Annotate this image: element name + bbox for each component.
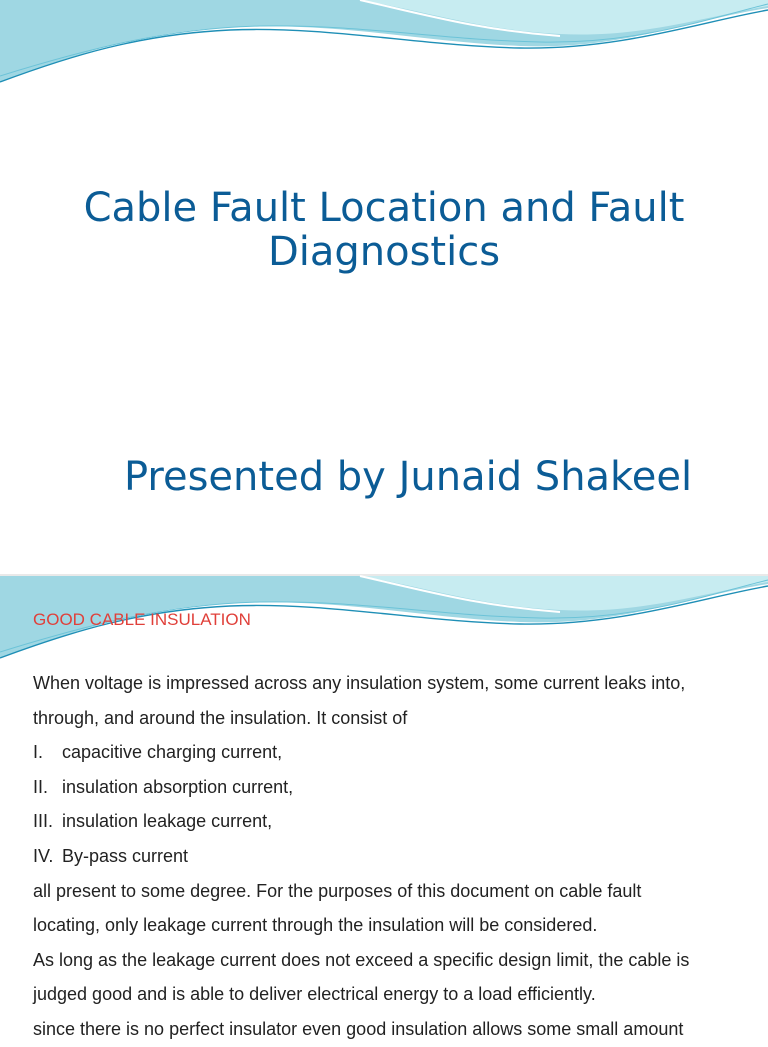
- paragraph-line: judged good and is able to deliver electrical energy to a load efficiently.: [33, 984, 596, 1005]
- paragraph-line: since there is no perfect insulator even good insulation allows some small amount: [33, 1018, 684, 1039]
- title-line-1: Cable Fault Location and Fault: [83, 185, 685, 231]
- decorative-wave-header: [0, 0, 768, 90]
- presentation-title: [0, 186, 768, 274]
- list-number: III.: [33, 811, 54, 832]
- content-slide: [0, 576, 768, 1039]
- list-item: [33, 804, 743, 839]
- body-text: [33, 666, 743, 1047]
- list-text: By-pass current: [62, 845, 189, 866]
- section-heading: GOOD CABLE INSULATION: [33, 610, 251, 629]
- list-item: [33, 735, 743, 770]
- paragraph-line: through, and around the insulation. It consist of: [33, 707, 408, 728]
- list-number: IV.: [33, 845, 54, 866]
- paragraph-line: locating, only leakage current through the insulation will be considered.: [33, 915, 598, 936]
- title-line-2: Diagnostics: [267, 229, 501, 275]
- list-number: II.: [33, 776, 49, 797]
- list-text: insulation leakage current,: [62, 811, 273, 832]
- list-text: capacitive charging current,: [62, 742, 283, 763]
- list-item: [33, 839, 743, 874]
- list-item: [33, 770, 743, 805]
- paragraph-line: When voltage is impressed across any insulation system, some current leaks into,: [33, 673, 686, 693]
- list-text: insulation absorption current,: [62, 776, 294, 797]
- paragraph-line: all present to some degree. For the purposes of this document on cable fault: [33, 880, 642, 901]
- list-number: I.: [33, 742, 44, 763]
- presenter-name: Presented by Junaid Shakeel: [124, 454, 693, 500]
- paragraph-line: As long as the leakage current does not exceed a specific design limit, the cable is: [33, 949, 690, 970]
